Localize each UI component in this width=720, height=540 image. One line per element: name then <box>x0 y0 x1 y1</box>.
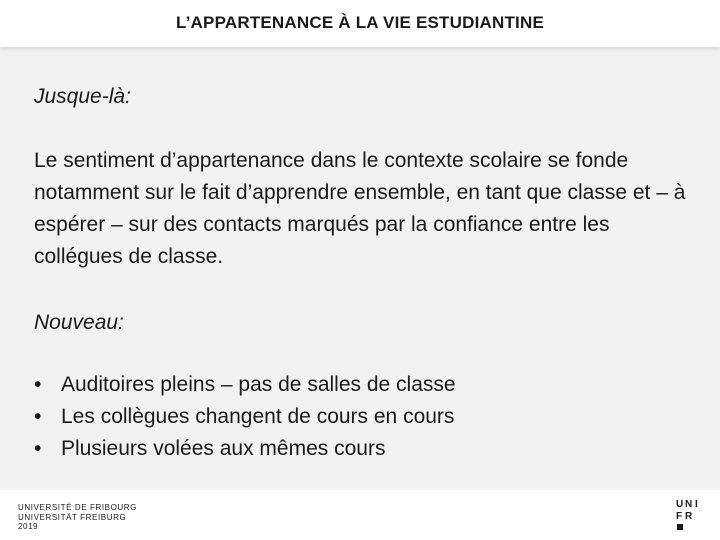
university-name-french: UNIVERSITÉ DE FRIBOURG <box>18 503 137 512</box>
logo-letter: I <box>695 499 698 510</box>
logo-letter: N <box>685 499 693 510</box>
new-situation-list <box>34 369 456 465</box>
footer-year: 2019 <box>18 522 39 531</box>
list-item-text: Les collègues changent de cours en cours <box>61 405 455 428</box>
university-name-german: UNIVERSITÄT FREIBURG <box>18 512 127 522</box>
unifr-logo-icon <box>676 498 702 534</box>
previous-situation-text: Le sentiment d’appartenance dans le contexte scolaire se fonde notamment sur le fait d’apprendre ensemble, en tant que classe et – à espérer – sur des contacts marqués par la confiance entre les collégues de classe. <box>34 149 686 268</box>
list-item-text: Auditoires pleins – pas de salles de classe <box>61 373 456 396</box>
bullet-icon: • <box>34 405 42 428</box>
logo-letter: R <box>685 511 693 522</box>
slide-header <box>0 0 720 47</box>
slide-title: L’APPARTENANCE À LA VIE ESTUDIANTINE <box>175 12 544 32</box>
university-name <box>18 503 137 532</box>
list-item <box>34 369 456 401</box>
slide-content <box>0 47 720 490</box>
previous-situation-label: Jusque-là: <box>34 85 131 108</box>
logo-letter: F <box>676 511 683 522</box>
list-item-text: Plusieurs volées aux mêmes cours <box>61 437 386 460</box>
logo-square <box>677 524 683 530</box>
logo-letter: U <box>676 499 684 510</box>
list-item <box>34 433 456 465</box>
bullet-icon: • <box>34 373 42 396</box>
bullet-icon: • <box>34 437 42 460</box>
list-item <box>34 401 456 433</box>
new-situation-label: Nouveau: <box>34 311 124 334</box>
